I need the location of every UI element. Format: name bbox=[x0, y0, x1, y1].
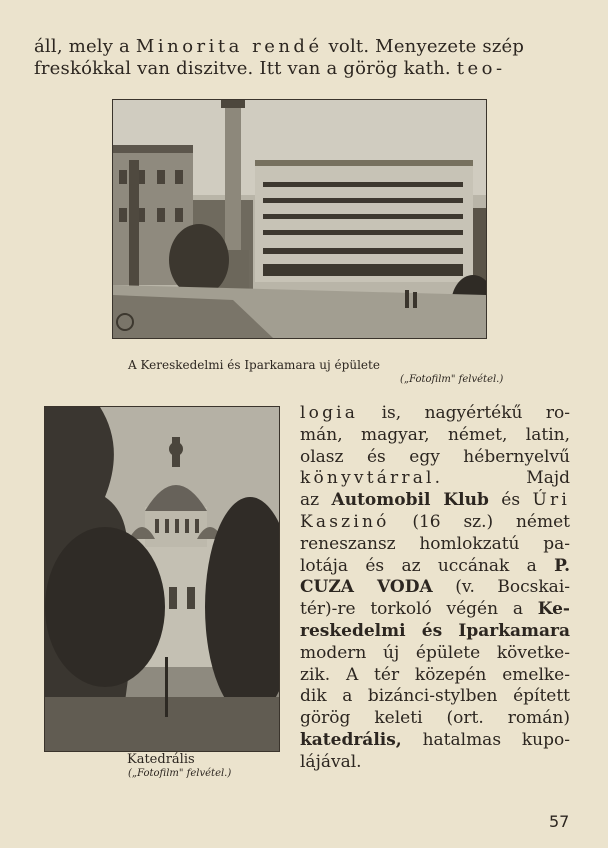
text-run: tér)-re torkoló végén a bbox=[300, 599, 538, 620]
text-run: mán, magyar, német, latin, bbox=[300, 424, 570, 445]
figure2-caption: Katedrális bbox=[127, 752, 195, 767]
text-line bbox=[300, 665, 570, 687]
bold-text: P. bbox=[554, 555, 570, 576]
text-line bbox=[300, 490, 570, 512]
text-line bbox=[300, 686, 570, 708]
text-run: (v. Bocskai- bbox=[432, 577, 570, 598]
intro-line-1: áll, mely a Minorita rendé volt. Menyezete szép bbox=[34, 36, 525, 57]
text-line bbox=[300, 621, 570, 643]
intro-line-2: freskókkal van diszitve. Itt van a görög kath. teo- bbox=[34, 58, 506, 79]
text-run: zik. A tér közepén emelke- bbox=[300, 664, 570, 685]
text-line bbox=[300, 708, 570, 730]
page-number: 57 bbox=[549, 812, 570, 831]
figure2-credit: („Fotofilm" felvétel.) bbox=[128, 768, 232, 779]
text-run: Kaszinó bbox=[300, 511, 390, 532]
text-run: az bbox=[300, 490, 332, 511]
figure1-credit: („Fotofilm" felvétel.) bbox=[400, 374, 504, 385]
text-run: modern új épülete követke- bbox=[300, 642, 570, 663]
text-line bbox=[300, 599, 570, 621]
text-run: görög keleti (ort. román) bbox=[300, 708, 570, 729]
text-line bbox=[300, 643, 570, 665]
bold-text: katedrális, bbox=[300, 729, 402, 750]
text-run: reneszansz homlokzatú pa- bbox=[300, 533, 570, 554]
cathedral-photo bbox=[44, 406, 280, 752]
text-line bbox=[300, 556, 570, 578]
text-line bbox=[300, 752, 570, 774]
text-run: könyvtárral. bbox=[300, 468, 444, 489]
text-line bbox=[300, 468, 570, 490]
bold-text: CUZA VODA bbox=[300, 577, 433, 598]
text-run: (16 sz.) német bbox=[389, 511, 570, 532]
text-line bbox=[300, 447, 570, 469]
text-line bbox=[300, 512, 570, 534]
bold-text: Ke- bbox=[537, 599, 570, 620]
bold-text: reskedelmi és Iparkamara bbox=[300, 620, 570, 641]
text-line bbox=[300, 730, 570, 752]
text-run: Majd bbox=[443, 468, 570, 489]
text-run: olasz és egy hébernyelvű bbox=[300, 446, 570, 467]
text-line bbox=[300, 425, 570, 447]
text-line bbox=[300, 534, 570, 556]
body-text-column bbox=[300, 403, 570, 774]
chamber-of-commerce-photo bbox=[112, 99, 487, 339]
text-run: Úri bbox=[532, 490, 570, 511]
text-line bbox=[300, 403, 570, 425]
text-line bbox=[300, 577, 570, 599]
figure1-caption: A Kereskedelmi és Iparkamara uj épülete bbox=[128, 358, 380, 372]
text-run: logia bbox=[300, 403, 359, 423]
text-run: dik a bizánci-stylben épített bbox=[300, 686, 570, 707]
text-run: és bbox=[488, 490, 533, 511]
text-run: lotája és az uccának a bbox=[300, 555, 555, 576]
text-run: lájával. bbox=[300, 751, 362, 772]
bold-text: Automobil Klub bbox=[331, 490, 489, 511]
text-run: is, nagyértékű ro- bbox=[358, 403, 570, 423]
text-run: hatalmas kupo- bbox=[401, 729, 570, 750]
